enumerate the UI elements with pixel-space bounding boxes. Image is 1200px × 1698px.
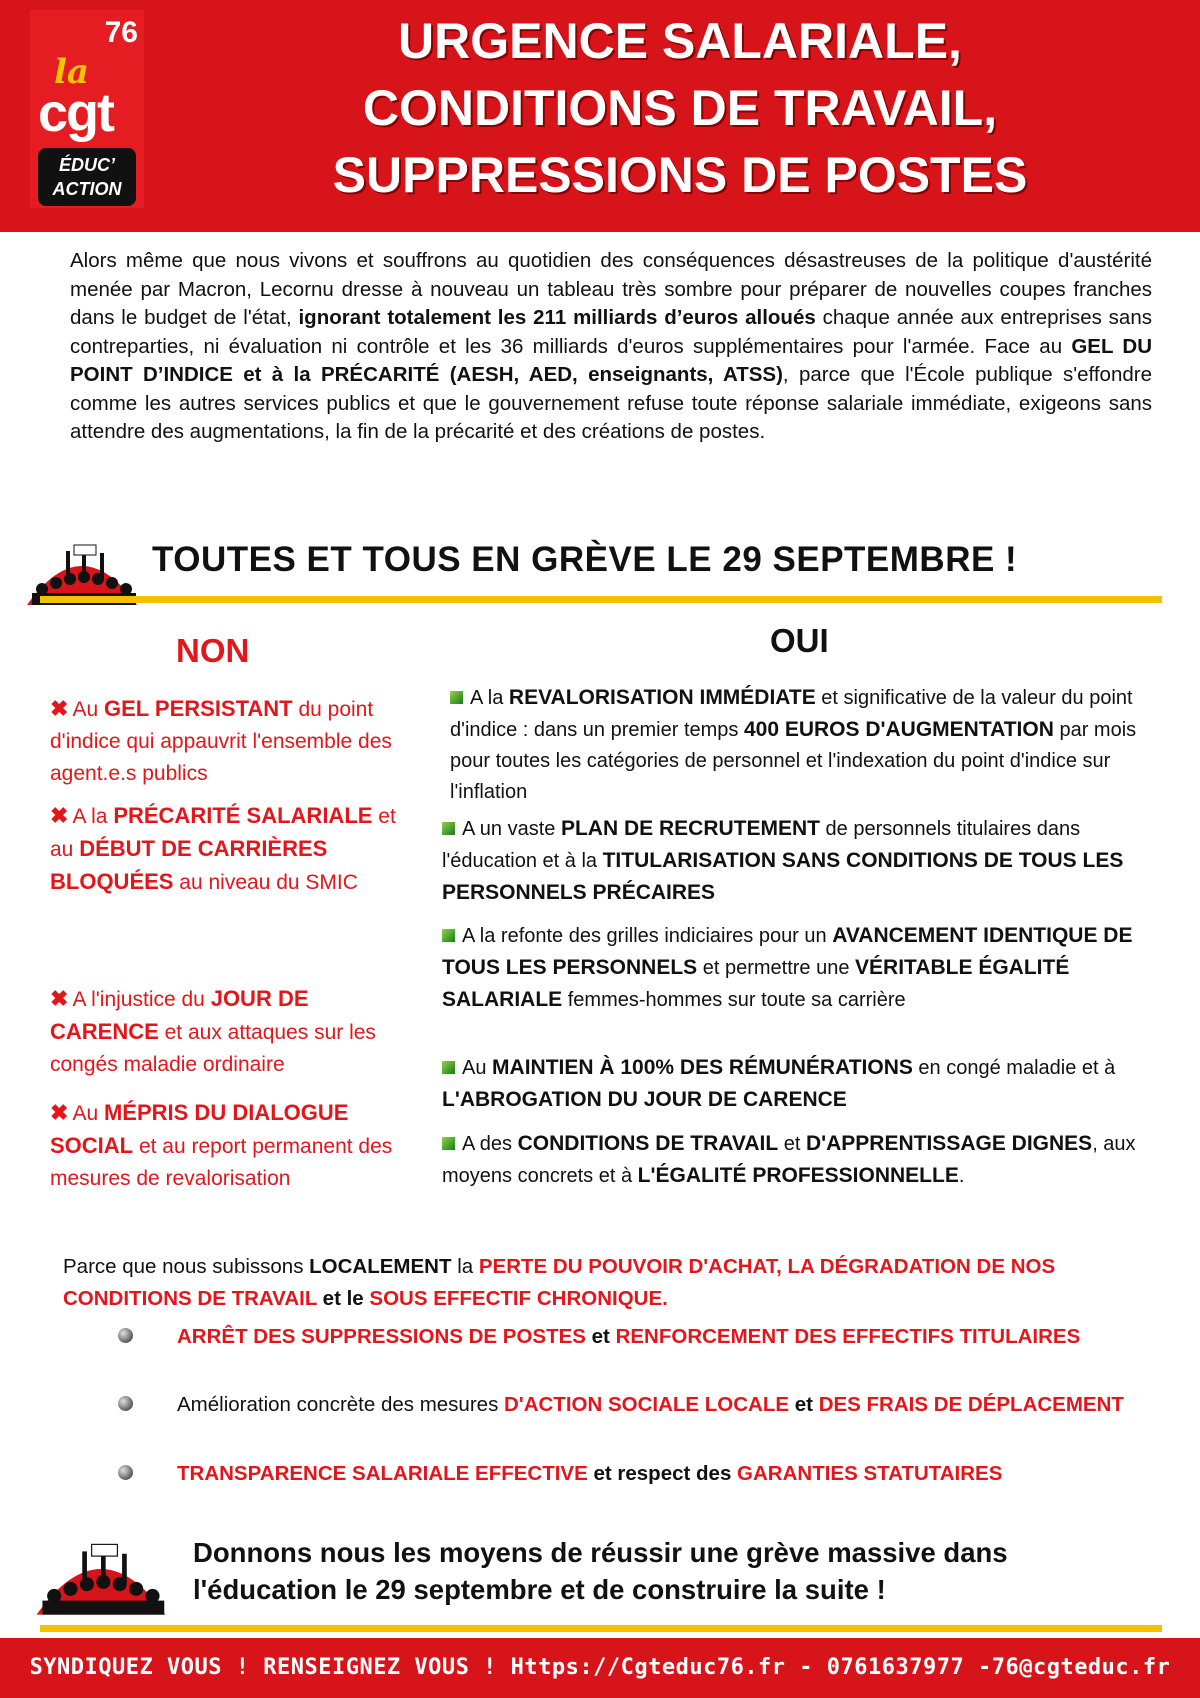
non-item	[50, 1097, 410, 1195]
oui-bold: VÉRITABLE ÉGALITÉ SALARIALE	[442, 956, 1070, 1011]
oui-bold: L'ÉGALITÉ PROFESSIONNELLE	[637, 1164, 959, 1187]
local-text: Parce que nous subissons	[63, 1255, 310, 1278]
local-red: PERTE DU POUVOIR D'ACHAT, LA DÉGRADATION DE NOS CONDITIONS DE TRAVAIL	[63, 1255, 1056, 1310]
final-line-1: Donnons nous les moyens de réussir une grève massive dans	[193, 1537, 1008, 1568]
non-item	[50, 983, 410, 1081]
logo-educ-action	[38, 148, 136, 206]
bullet-bold: et	[789, 1393, 819, 1416]
strike-banner: TOUTES ET TOUS EN GRÈVE LE 29 SEPTEMBRE !	[152, 540, 1018, 579]
oui-text: A la refonte des grilles indiciaires pour un	[462, 925, 833, 947]
final-call	[193, 1534, 1153, 1608]
bullet-text: Amélioration concrète des mesures	[177, 1393, 505, 1416]
oui-bold: REVALORISATION IMMÉDIATE	[508, 686, 816, 709]
oui-text: et permettre une	[697, 957, 856, 979]
oui-item	[442, 920, 1174, 1016]
oui-text: A un vaste	[462, 818, 561, 840]
intro-text-2: chaque année aux entreprises sans contreparties, ni évaluation ni contrôle et les 36 milliards d'euros supplémentaires pour l'armée. Face au	[70, 306, 1152, 358]
green-square-icon	[442, 1137, 455, 1150]
bullet-red: RENFORCEMENT DES EFFECTIFS TITULAIRES	[615, 1325, 1081, 1348]
oui-text: et significative de la valeur du point d'indice : dans un premier temps	[450, 687, 1133, 741]
intro-bold-2: GEL DU POINT D’INDICE et à la PRÉCARITÉ (AESH, AED, enseignants, ATSS)	[70, 334, 1152, 386]
logo-cgt: cgt	[38, 83, 113, 143]
oui-text: , aux moyens concrets et à	[442, 1133, 1136, 1187]
oui-bold: CONDITIONS DE TRAVAIL	[517, 1132, 779, 1155]
cross-icon: ✖	[50, 803, 69, 828]
local-bullet	[118, 1389, 1128, 1421]
oui-item	[442, 813, 1174, 909]
non-text: A l'injustice du	[72, 988, 211, 1011]
bullet-bold: et respect des	[587, 1462, 738, 1485]
intro-text-1: Alors même que nous vivons et souffrons au quotidien des conséquences désastreuses de la politique d'austérité menée par Macron, Lecornu dresse à nouveau un tableau très sombre pour préparer de nouvelles coupes franches dans le budget de l'état,	[70, 249, 1152, 329]
title-line-2: CONDITIONS DE TRAVAIL,	[362, 80, 998, 136]
header-banner	[0, 0, 1200, 232]
oui-text: de personnels titulaires dans l'éducation et à la	[442, 818, 1081, 872]
local-red: SOUS EFFECTIF CHRONIQUE.	[369, 1287, 668, 1310]
oui-title: OUI	[770, 622, 829, 659]
oui-item	[442, 1128, 1174, 1192]
oui-bold: TITULARISATION SANS CONDITIONS DE TOUS LES PERSONNELS PRÉCAIRES	[442, 849, 1124, 904]
bullet-ball-icon	[118, 1465, 133, 1480]
yellow-divider-top	[40, 596, 1162, 603]
local-text: la	[451, 1255, 479, 1278]
cross-icon: ✖	[50, 696, 69, 721]
oui-bold: AVANCEMENT IDENTIQUE DE TOUS LES PERSONNELS	[442, 924, 1133, 979]
oui-text: A la	[470, 687, 509, 709]
non-text: et aux attaques sur les congés maladie ordinaire	[50, 1021, 376, 1076]
oui-bold: 400 EUROS D'AUGMENTATION	[743, 718, 1054, 741]
oui-text: .	[958, 1165, 965, 1187]
oui-text: A des	[462, 1133, 518, 1155]
non-item	[50, 693, 410, 790]
intro-text-3: , parce que l'École publique s'effondre comme les autres services publics et que le gouvernement refuse toute réponse salariale immédiate, exigeons sans attendre des augmentations, la fin de la précarité et des créations de postes.	[70, 363, 1152, 443]
intro-bold-1: ignorant totalement les 211 milliards d’euros alloués	[298, 306, 816, 329]
protest-crowd-icon	[25, 1535, 177, 1617]
bullet-bold: et	[585, 1325, 616, 1348]
non-bold: DÉBUT DE CARRIÈRES BLOQUÉES	[50, 836, 328, 894]
cross-icon: ✖	[50, 986, 69, 1011]
oui-text: en congé maladie et à	[912, 1057, 1116, 1079]
logo-educ-text: ÉDUC’	[58, 155, 115, 175]
bullet-red: D'ACTION SOCIALE LOCALE	[504, 1393, 790, 1416]
green-square-icon	[450, 691, 463, 704]
bullet-red: TRANSPARENCE SALARIALE EFFECTIVE	[177, 1462, 588, 1485]
logo-number: 76	[104, 16, 138, 49]
local-bullet	[118, 1458, 1128, 1490]
title-line-1: URGENCE SALARIALE,	[398, 13, 962, 69]
cgt-logo	[30, 10, 144, 208]
oui-bold: MAINTIEN À 100% DES RÉMUNÉRATIONS	[492, 1056, 913, 1079]
oui-bold: D'APPRENTISSAGE DIGNES	[805, 1132, 1093, 1155]
non-bold: GEL PERSISTANT	[103, 696, 293, 721]
logo-action-text: ACTION	[52, 179, 122, 199]
non-text: Au	[72, 698, 104, 721]
logo-la: la	[54, 52, 89, 92]
oui-item	[450, 682, 1170, 808]
non-bold: JOUR DE CARENCE	[50, 986, 309, 1044]
non-text: au niveau du SMIC	[173, 871, 358, 894]
local-paragraph	[63, 1251, 1143, 1315]
non-text: et au report permanent des mesures de revalorisation	[50, 1135, 393, 1190]
page-title	[160, 8, 1200, 209]
non-bold: MÉPRIS DU DIALOGUE SOCIAL	[50, 1100, 349, 1158]
local-bold: et le	[316, 1287, 370, 1310]
non-item	[50, 800, 410, 899]
bullet-red: ARRÊT DES SUPPRESSIONS DE POSTES	[177, 1325, 586, 1348]
oui-text: par mois pour toutes les catégories de personnel et l'indexation du point d'indice sur l'inflation	[450, 719, 1137, 803]
oui-bold: PLAN DE RECRUTEMENT	[560, 817, 820, 840]
local-bullet	[118, 1321, 1128, 1353]
cross-icon: ✖	[50, 1100, 69, 1125]
green-square-icon	[442, 1061, 455, 1074]
bullet-red: GARANTIES STATUTAIRES	[737, 1462, 1003, 1485]
bullet-ball-icon	[118, 1328, 133, 1343]
non-bold: PRÉCARITÉ SALARIALE	[113, 803, 373, 828]
oui-text: Au	[462, 1057, 493, 1079]
bullet-red: DES FRAIS DE DÉPLACEMENT	[818, 1393, 1124, 1416]
final-line-2: l'éducation le 29 septembre et de construire la suite !	[193, 1574, 886, 1605]
green-square-icon	[442, 929, 455, 942]
title-line-3: SUPPRESSIONS DE POSTES	[332, 147, 1028, 203]
oui-bold: L'ABROGATION DU JOUR DE CARENCE	[442, 1088, 847, 1111]
oui-text: femmes-hommes sur toute sa carrière	[562, 989, 906, 1011]
non-title: NON	[176, 632, 250, 669]
non-text: Au	[72, 1102, 104, 1125]
oui-item	[442, 1052, 1174, 1116]
non-text: du point d'indice qui appauvrit l'ensemble des agent.e.s publics	[50, 698, 392, 785]
yellow-divider-bottom	[40, 1625, 1162, 1632]
bullet-ball-icon	[118, 1396, 133, 1411]
non-text: A la	[72, 805, 114, 828]
oui-text: et	[778, 1133, 806, 1155]
green-square-icon	[442, 822, 455, 835]
intro-paragraph	[70, 247, 1152, 447]
non-text: et au	[50, 805, 396, 861]
local-bold: LOCALEMENT	[309, 1255, 452, 1278]
footer-contact: SYNDIQUEZ VOUS ! RENSEIGNEZ VOUS ! Https://Cgteduc76.fr - 0761637977 -76@cgteduc.fr	[0, 1638, 1200, 1698]
